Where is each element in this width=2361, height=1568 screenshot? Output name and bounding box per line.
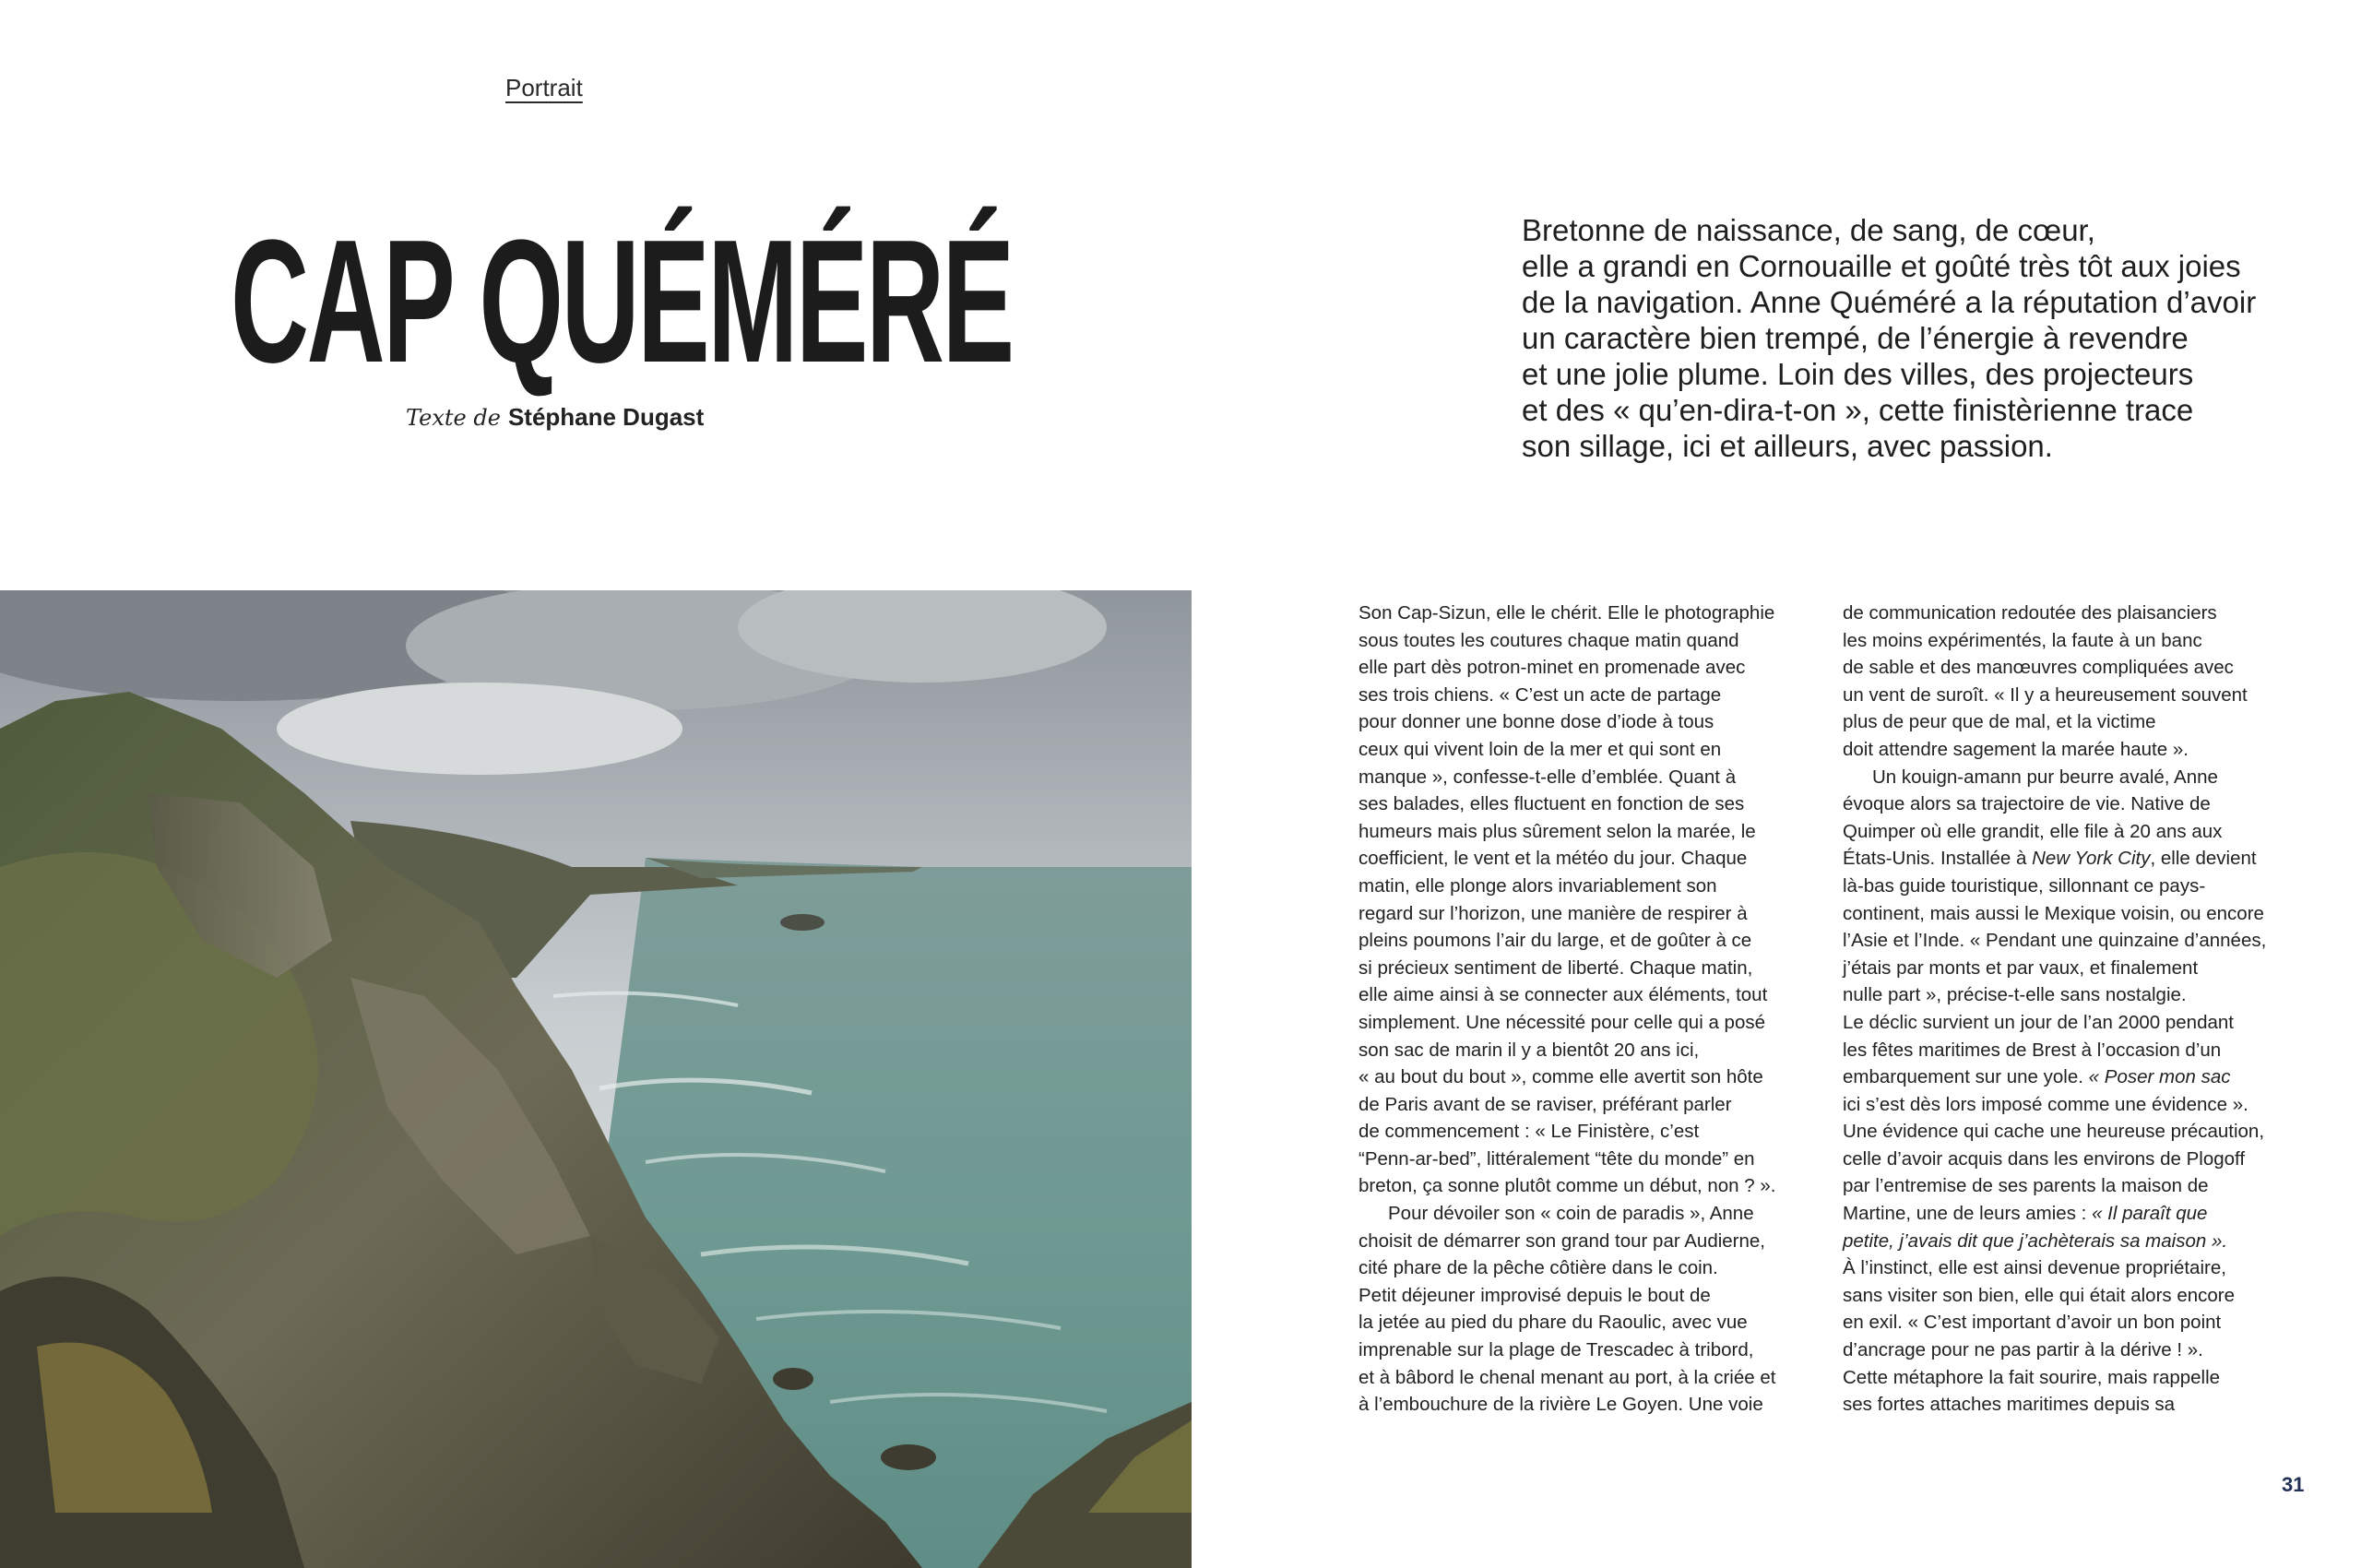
text-segment: États-Unis. Installée à [1843,848,2027,870]
text-line: les moins expérimentés, la faute à un banc [1843,629,2202,651]
text-line: là-bas guide touristique, sillonnant ce pays- [1843,874,2206,897]
text-line: de sable et des manœuvres compliquées avec [1843,657,2234,679]
text-line [1843,1063,2313,1091]
text-line: plus de peur que de mal, et la victime [1843,711,2156,733]
lead-line: de la navigation. Anne Quéméré a la réputation d’avoir [1522,285,2257,319]
text-line: choisit de démarrer son grand tour par Audierne, [1358,1229,1766,1252]
text-line: par l’entremise de ses parents la maison de [1843,1175,2209,1197]
text-line: en exil. « C’est important d’avoir un bon point [1843,1312,2222,1334]
text-line: Pour dévoiler son « coin de paradis », Anne [1388,1203,1754,1225]
body-column-1 [1358,600,1829,1419]
lead-line: elle a grandi en Cornouaille et goûté très tôt aux joies [1522,249,2241,283]
text-line: simplement. Une nécessité pour celle qui a posé [1358,1011,1765,1033]
text-line: “Penn-ar-bed”, littéralement “tête du monde” en [1358,1147,1755,1170]
text-segment: Martine, une de leurs amies : [1843,1203,2087,1225]
text-line: ses trois chiens. « C’est un acte de partage [1358,683,1722,706]
text-line: si précieux sentiment de liberté. Chaque matin, [1358,956,1753,979]
lead-paragraph [1522,212,2333,464]
text-line: regard sur l’horizon, une manière de respirer à [1358,902,1748,924]
lead-line: son sillage, ici et ailleurs, avec passion. [1522,429,2053,463]
text-line: Le déclic survient un jour de l’an 2000 pendant [1843,1011,2234,1033]
text-line: ses fortes attaches maritimes depuis sa [1843,1394,2176,1416]
text-line [1843,1200,2313,1228]
article-title: CAP QUÉMÉRÉ [231,204,1013,399]
text-line: doit attendre sagement la marée haute ». [1843,738,2189,760]
text-line: Quimper où elle grandit, elle file à 20 ans aux [1843,820,2223,842]
lead-line: un caractère bien trempé, de l’énergie à revendre [1522,321,2189,355]
text-line: imprenable sur la plage de Trescadec à tribord, [1358,1339,1754,1361]
byline-prefix: Texte de [406,405,501,431]
text-line: Son Cap-Sizun, elle le chérit. Elle le photographie [1358,602,1775,624]
text-line: j’étais par monts et par vaux, et finalement [1843,956,2199,979]
text-line: humeurs mais plus sûrement selon la marée, le [1358,820,1756,842]
text-line: Un kouign-amann pur beurre avalé, Anne [1872,766,2218,788]
text-segment: , elle devient [2150,848,2257,870]
text-segment: embarquement sur une yole. [1843,1066,2083,1088]
text-line: et à bâbord le chenal menant au port, à la criée et [1358,1366,1776,1388]
coastal-cliff-photo [0,590,1192,1568]
byline [406,403,704,432]
text-line: cité phare de la pêche côtière dans le coin. [1358,1257,1718,1279]
italic-text: « Poser mon sac [2088,1066,2231,1088]
text-line: coefficient, le vent et la météo du jour. Chaque [1358,848,1748,870]
text-line: l’Asie et l’Inde. « Pendant une quinzaine d’années, [1843,930,2267,952]
text-line: matin, elle plonge alors invariablement son [1358,874,1717,897]
text-line: de communication redoutée des plaisanciers [1843,602,2217,624]
text-line: les fêtes maritimes de Brest à l’occasion d’un [1843,1039,2222,1061]
text-line: À l’instinct, elle est ainsi devenue propriétaire, [1843,1257,2226,1279]
text-line: la jetée au pied du phare du Raoulic, avec vue [1358,1312,1748,1334]
text-line: breton, ça sonne plutôt comme un début, non ? ». [1358,1175,1776,1197]
text-line [1843,845,2313,873]
text-line: Petit déjeuner improvisé depuis le bout de [1358,1284,1711,1306]
text-line: ici s’est dès lors imposé comme une évidence ». [1843,1093,2248,1115]
text-line: Cette métaphore la fait sourire, mais rappelle [1843,1366,2221,1388]
text-line: elle aime ainsi à se connecter aux éléments, tout [1358,984,1768,1006]
text-line: de Paris avant de se raviser, préférant parler [1358,1093,1732,1115]
lead-line: Bretonne de naissance, de sang, de cœur, [1522,213,2095,247]
body-column-2 [1843,600,2313,1419]
text-line: elle part dès potron-minet en promenade avec [1358,657,1746,679]
text-line: Une évidence qui cache une heureuse précaution, [1843,1121,2265,1143]
text-line: ses balades, elles fluctuent en fonction de ses [1358,793,1745,815]
text-line: ceux qui vivent loin de la mer et qui sont en [1358,738,1722,760]
italic-text: « Il paraît que [2092,1203,2208,1225]
lead-line: et des « qu’en-dira-t-on », cette finistèrienne trace [1522,393,2194,427]
text-line: de commencement : « Le Finistère, c’est [1358,1121,1700,1143]
text-line: petite, j’avais dit que j’achèterais sa maison ». [1843,1229,2228,1252]
text-line: évoque alors sa trajectoire de vie. Native de [1843,793,2211,815]
text-line: sous toutes les coutures chaque matin quand [1358,629,1739,651]
section-label: Portrait [505,74,583,101]
text-line: pleins poumons l’air du large, et de goûter à ce [1358,930,1752,952]
text-line: nulle part », précise-t-elle sans nostalgie. [1843,984,2187,1006]
text-line: à l’embouchure de la rivière Le Goyen. Une voie [1358,1394,1763,1416]
text-line: manque », confesse-t-elle d’emblée. Quant à [1358,766,1737,788]
text-line: continent, mais aussi le Mexique voisin, ou encore [1843,902,2264,924]
byline-author: Stéphane Dugast [507,403,705,431]
text-line: un vent de suroît. « Il y a heureusement souvent [1843,683,2248,706]
text-line: sans visiter son bien, elle qui était alors encore [1843,1284,2236,1306]
text-line: pour donner une bonne dose d’iode à tous [1358,711,1714,733]
text-line: son sac de marin il y a bientôt 20 ans ici, [1358,1039,1700,1061]
text-line: d’ancrage pour ne pas partir à la dérive ! ». [1843,1339,2203,1361]
lead-line: et une jolie plume. Loin des villes, des projecteurs [1522,357,2194,391]
text-line: « au bout du bout », comme elle avertit son hôte [1358,1066,1763,1088]
text-line: celle d’avoir acquis dans les environs de Plogoff [1843,1147,2246,1170]
italic-text: New York City [2032,848,2151,870]
page-number: 31 [2282,1473,2305,1496]
